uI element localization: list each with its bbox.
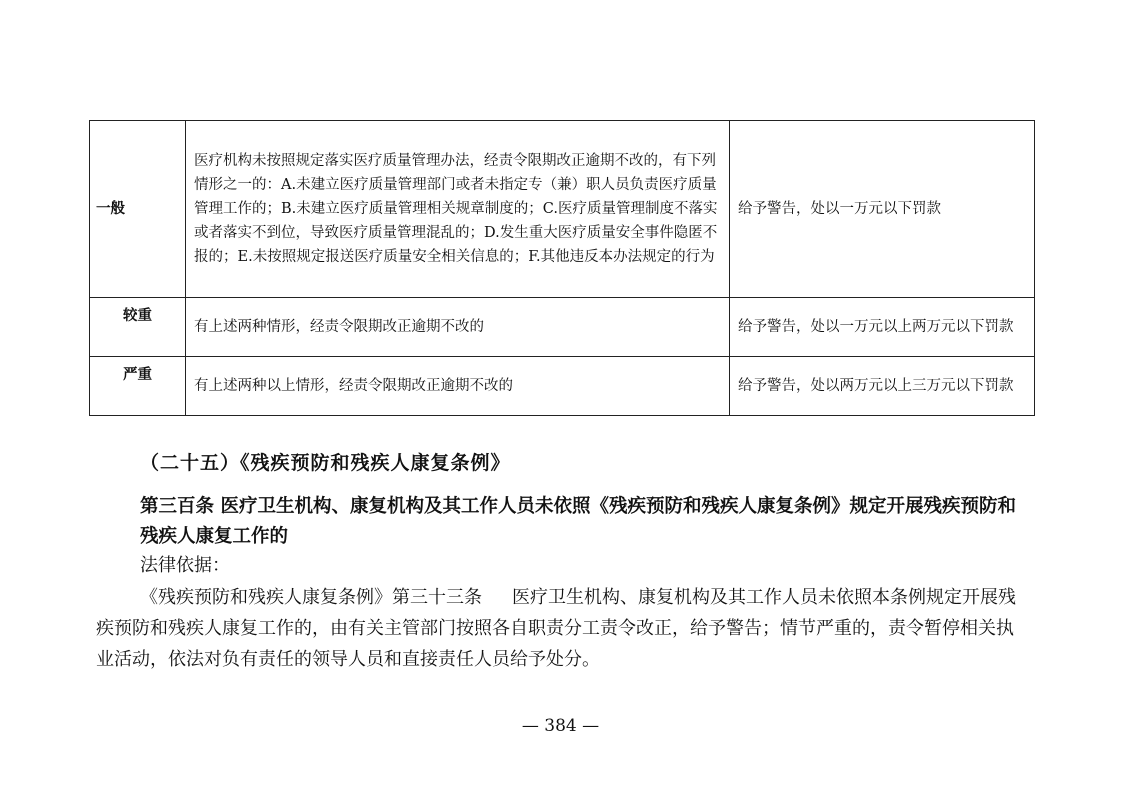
penalty-table [89,120,1035,416]
legal-basis-label: 法律依据： [140,555,230,576]
level-cell: 严重 [90,357,186,416]
table-row [90,121,1035,298]
penalty-cell: 给予警告，处以一万元以上两万元以下罚款 [730,298,1035,357]
page-number: — 384 — [521,716,600,736]
description-cell: 有上述两种情形，经责令限期改正逾期不改的 [186,298,730,357]
level-cell: 一般 [90,121,186,298]
penalty-cell: 给予警告，处以两万元以上三万元以下罚款 [730,357,1035,416]
penalty-cell: 给予警告，处以一万元以下罚款 [730,121,1035,298]
description-cell: 医疗机构未按照规定落实医疗质量管理办法，经责令限期改正逾期不改的，有下列情形之一的：A.未建立医疗质量管理部门或者未指定专（兼）职人员负责医疗质量管理工作的；B.未建立医疗质量管理相关规章制度的；C.医疗质量管理制度不落实或者落实不到位，导致医疗质量管理混乱的；D.发生重大医疗质量安全事件隐匿不报的；E.未按照规定报送医疗质量安全相关信息的；F.其他违反本办法规定的行为 [186,121,730,298]
article-title: 第三百条 医疗卫生机构、康复机构及其工作人员未依照《残疾预防和残疾人康复条例》规定开展残疾预防和残疾人康复工作的 [140,496,1016,547]
legal-basis-paragraph [96,582,1031,675]
level-cell: 较重 [90,298,186,357]
legal-basis-text: 医疗卫生机构、康复机构及其工作人员未依照本条例规定开展残疾预防和残疾人康复工作的，由有关主管部门按照各自职责分工责令改正，给予警告；情节严重的，责令暂停相关执业活动，依法对负有责任的领导人员和直接责任人员给予处分。 [96,587,1016,670]
table-row [90,298,1035,357]
table-row [90,357,1035,416]
description-cell: 有上述两种以上情形，经责令限期改正逾期不改的 [186,357,730,416]
legal-basis-source: 《残疾预防和残疾人康复条例》第三十三条 [140,587,482,608]
section-heading: （二十五）《残疾预防和残疾人康复条例》 [140,452,511,474]
